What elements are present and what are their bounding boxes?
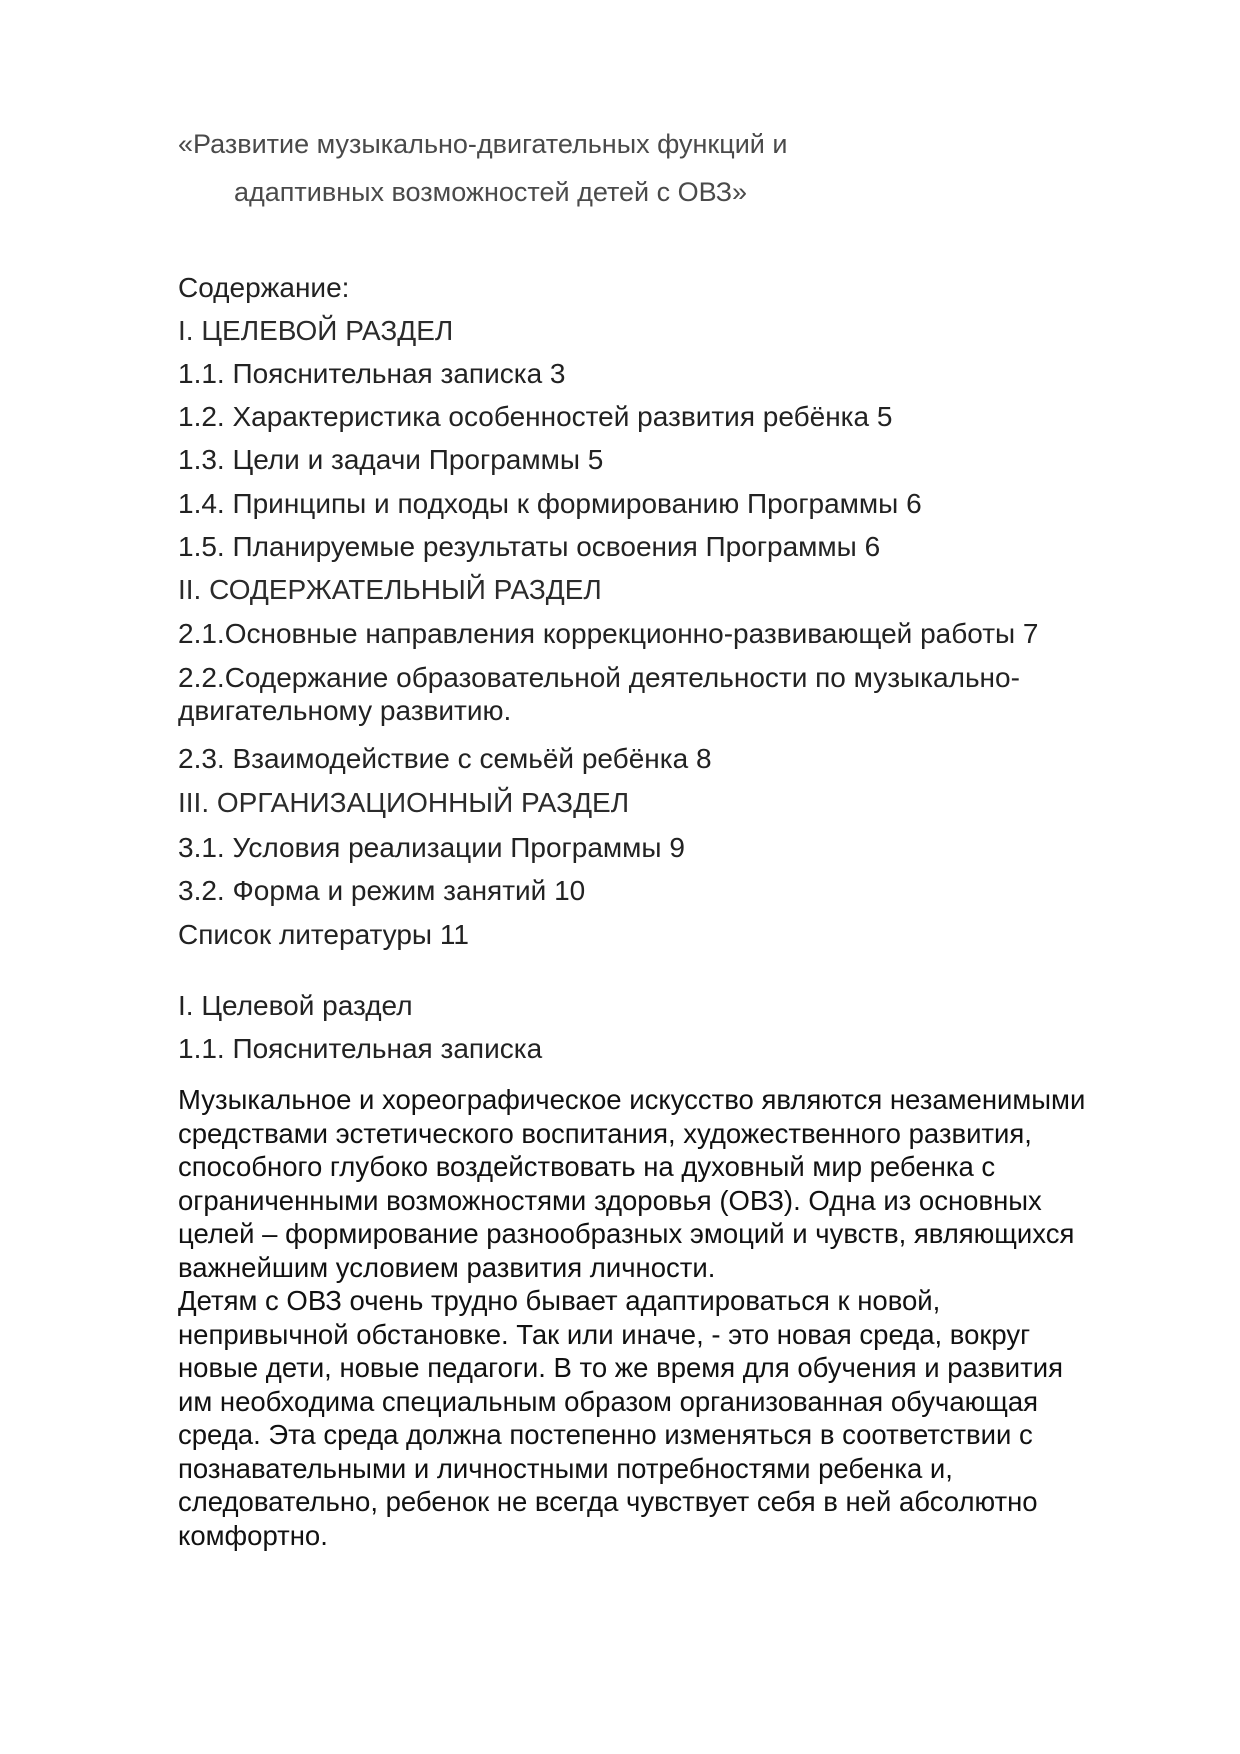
- toc-item-bibliography: Список литературы 11: [178, 919, 469, 950]
- toc-item-2-2-line-2: двигательному развитию.: [178, 695, 512, 726]
- toc-item-1-4: 1.4. Принципы и подходы к формированию Программы 6: [178, 488, 922, 519]
- document-title-line-2: адаптивных возможностей детей с ОВЗ»: [234, 177, 748, 207]
- toc-item-1-2: 1.2. Характеристика особенностей развития ребёнка 5: [178, 401, 893, 432]
- subsection-heading: 1.1. Пояснительная записка: [178, 1033, 543, 1064]
- toc-item-2-1: 2.1.Основные направления коррекционно-развивающей работы 7: [178, 618, 1039, 649]
- toc-item-2-3: 2.3. Взаимодействие с семьёй ребёнка 8: [178, 743, 712, 774]
- body-paragraph-2: Детям с ОВЗ очень трудно бывает адаптироваться к новой, непривычной обстановке. Так или иначе, - это новая среда, вокруг новые дети, новые педагоги. В то же время для обучения и развития им необходима специальным образом организованная обучающая среда. Эта среда должна постепенно изменяться в соответствии с познавательными и личностными потребностями ребенка и, следовательно, ребенок не всегда чувствует себя в ней абсолютно комфортно.: [178, 1285, 1063, 1551]
- toc-item-1-1: 1.1. Пояснительная записка 3: [178, 358, 566, 389]
- document-title-line-1: «Развитие музыкально-двигательных функций и: [178, 129, 788, 159]
- toc-item-2-2-line-1: 2.2.Содержание образовательной деятельности по музыкально-: [178, 662, 1020, 693]
- toc-item-3-2: 3.2. Форма и режим занятий 10: [178, 875, 586, 906]
- toc-section-2: II. СОДЕРЖАТЕЛЬНЫЙ РАЗДЕЛ: [178, 574, 602, 605]
- section-heading: I. Целевой раздел: [178, 990, 413, 1021]
- body-paragraph-1: Музыкальное и хореографическое искусство являются незаменимыми средствами эстетического воспитания, художественного развития, способного глубоко воздействовать на духовный мир ребенка с ограниченными возможностями здоровья (ОВЗ). Одна из основных целей – формирование разнообразных эмоций и чувств, являющихся важнейшим условием развития личности.: [178, 1084, 1086, 1283]
- toc-item-3-1: 3.1. Условия реализации Программы 9: [178, 832, 685, 863]
- toc-item-1-3: 1.3. Цели и задачи Программы 5: [178, 444, 604, 475]
- toc-heading: Содержание:: [178, 272, 350, 303]
- toc-section-3: III. ОРГАНИЗАЦИОННЫЙ РАЗДЕЛ: [178, 787, 630, 818]
- toc-section-1: I. ЦЕЛЕВОЙ РАЗДЕЛ: [178, 315, 454, 346]
- toc-item-1-5: 1.5. Планируемые результаты освоения Программы 6: [178, 531, 881, 562]
